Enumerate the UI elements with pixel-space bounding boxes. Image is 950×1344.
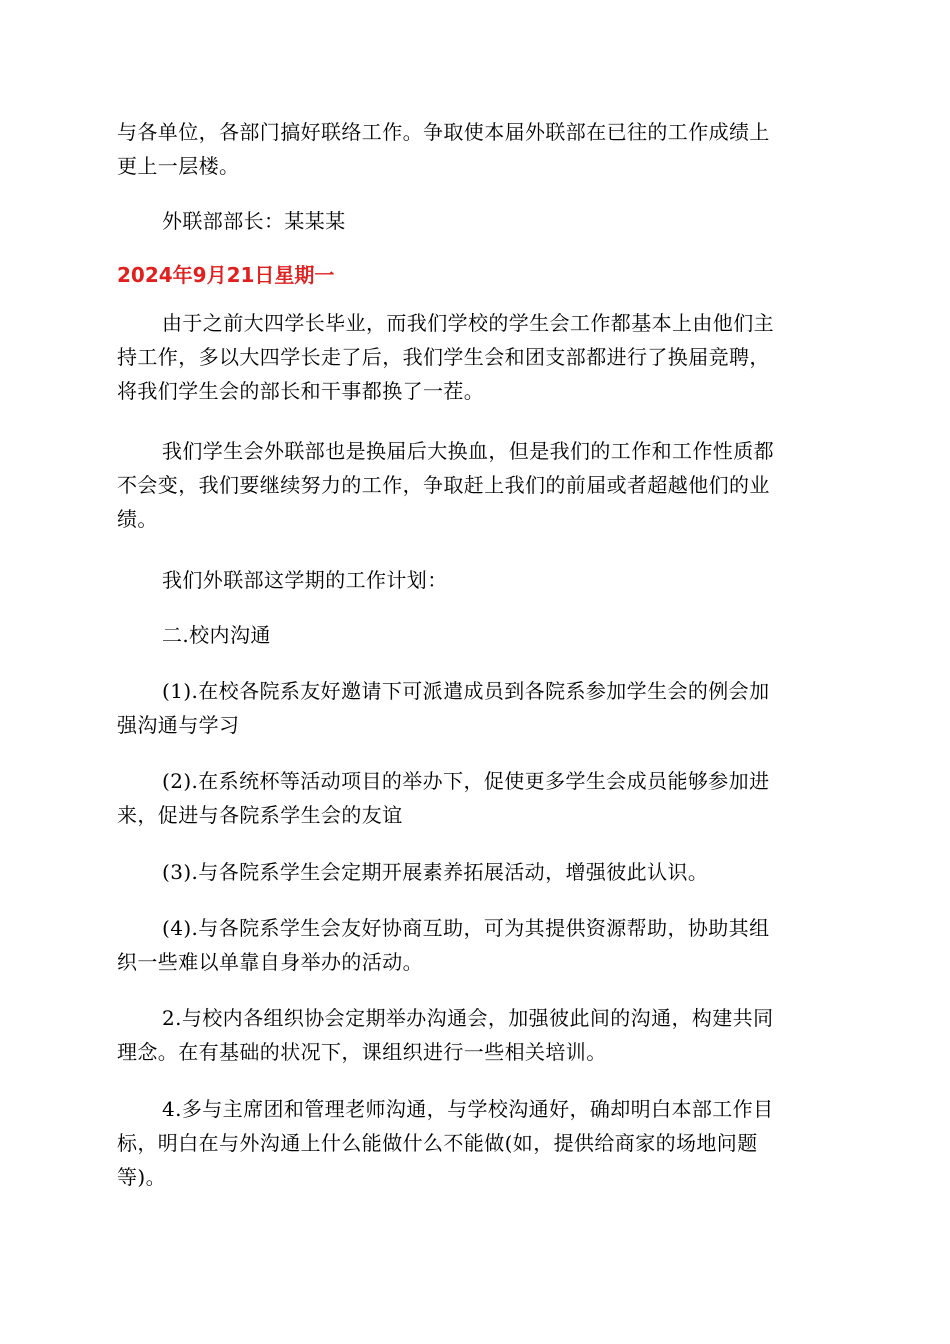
paragraph-liaison-closing [117, 115, 833, 183]
signature-line [117, 204, 833, 238]
text-line: 来，促进与各院系学生会的友谊 [117, 803, 403, 827]
text-line: 由于之前大四学长毕业，而我们学校的学生会工作都基本上由他们主 [162, 311, 774, 335]
text-line: 绩。 [117, 507, 158, 531]
paragraph-organizations [117, 1001, 833, 1069]
section-heading-campus-communication [117, 618, 833, 652]
paragraph-plan-intro [117, 563, 833, 597]
list-item-3 [117, 855, 833, 889]
text-line: 二.校内沟通 [162, 623, 271, 647]
text-line: 我们学生会外联部也是换届后大换血，但是我们的工作和工作性质都 [162, 439, 774, 463]
signature-text: 外联部部长：某某某 [162, 209, 346, 233]
paragraph-background [117, 306, 833, 408]
text-line: 4.多与主席团和管理老师沟通，与学校沟通好，确却明白本部工作目 [162, 1097, 774, 1121]
text-line: (3).与各院系学生会定期开展素养拓展活动，增强彼此认识。 [162, 860, 709, 884]
text-line: (1).在校各院系友好邀请下可派遣成员到各院系参加学生会的例会加 [162, 679, 770, 703]
text-line: 标，明白在与外沟通上什么能做什么不能做(如，提供给商家的场地问题 [117, 1131, 758, 1155]
list-item-2 [117, 764, 833, 832]
text-line: (4).与各院系学生会友好协商互助，可为其提供资源帮助，协助其组 [162, 916, 770, 940]
list-item-1 [117, 674, 833, 742]
text-line: 将我们学生会的部长和干事都换了一茬。 [117, 379, 485, 403]
paragraph-reorganization [117, 434, 833, 536]
list-item-4 [117, 911, 833, 979]
text-line: 理念。在有基础的状况下，课组织进行一些相关培训。 [117, 1040, 607, 1064]
text-line: 等)。 [117, 1165, 167, 1189]
date-heading: 2024年9月21日星期一 [117, 263, 335, 287]
text-line: (2).在系统杯等活动项目的举办下，促使更多学生会成员能够参加进 [162, 769, 770, 793]
text-line: 强沟通与学习 [117, 713, 240, 737]
text-line: 更上一层楼。 [117, 154, 240, 178]
paragraph-presidium [117, 1092, 833, 1194]
text-line: 我们外联部这学期的工作计划： [162, 568, 448, 592]
text-line: 持工作，多以大四学长走了后，我们学生会和团支部都进行了换届竞聘， [117, 345, 770, 369]
text-line: 织一些难以单靠自身举办的活动。 [117, 950, 423, 974]
text-line: 2.与校内各组织协会定期举办沟通会，加强彼此间的沟通，构建共同 [162, 1006, 774, 1030]
text-line: 不会变，我们要继续努力的工作，争取赶上我们的前届或者超越他们的业 [117, 473, 770, 497]
text-line: 与各单位，各部门搞好联络工作。争取使本届外联部在已往的工作成绩上 [117, 120, 770, 144]
